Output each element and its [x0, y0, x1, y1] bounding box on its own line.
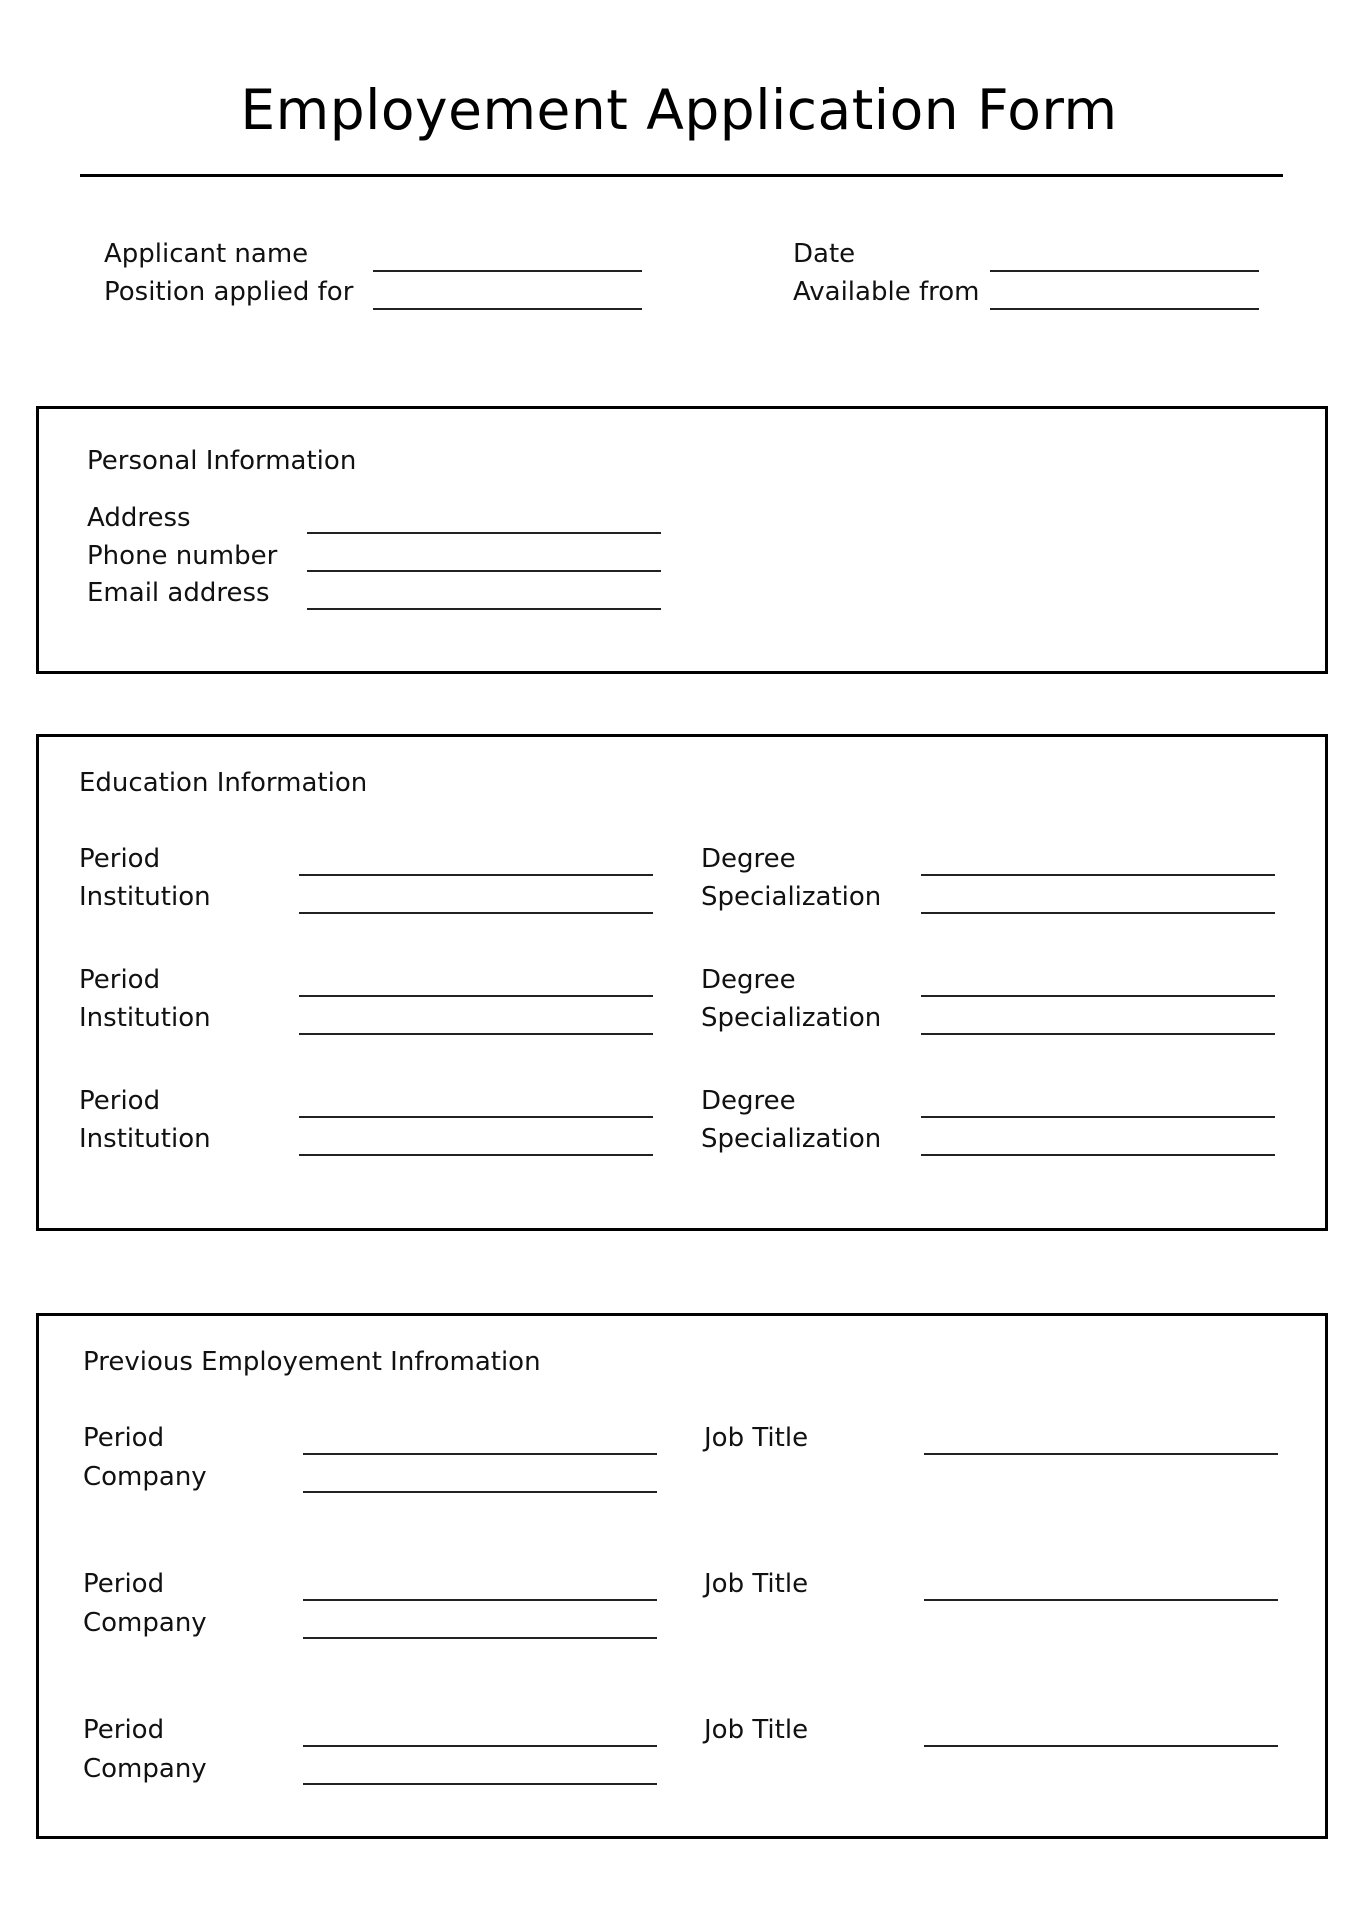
education-specialization-label: Specialization — [701, 1124, 882, 1154]
phone-label: Phone number — [87, 541, 278, 571]
email-label: Email address — [87, 578, 270, 608]
education-institution-label: Institution — [79, 1003, 211, 1033]
education-institution-label: Institution — [79, 882, 211, 912]
education-institution-field[interactable] — [299, 1154, 653, 1156]
education-specialization-field[interactable] — [921, 1033, 1275, 1035]
applicant-name-label: Applicant name — [104, 239, 309, 269]
employment-period-field[interactable] — [303, 1453, 657, 1455]
employment-period-field[interactable] — [303, 1599, 657, 1601]
employment-period-label: Period — [83, 1715, 165, 1745]
position-applied-label: Position applied for — [104, 277, 354, 307]
phone-field[interactable] — [307, 570, 661, 572]
education-specialization-field[interactable] — [921, 1154, 1275, 1156]
employment-period-label: Period — [83, 1423, 165, 1453]
education-degree-field[interactable] — [921, 1116, 1275, 1118]
employment-period-label: Period — [83, 1569, 165, 1599]
education-period-field[interactable] — [299, 874, 653, 876]
education-specialization-field[interactable] — [921, 912, 1275, 914]
education-period-label: Period — [79, 844, 161, 874]
title-divider — [80, 174, 1283, 177]
education-info-section — [36, 734, 1328, 1231]
education-specialization-label: Specialization — [701, 882, 882, 912]
education-institution-label: Institution — [79, 1124, 211, 1154]
employment-job-title-label: Job Title — [704, 1569, 809, 1599]
education-degree-label: Degree — [701, 1086, 796, 1116]
education-degree-label: Degree — [701, 844, 796, 874]
employment-job-title-label: Job Title — [704, 1423, 809, 1453]
employment-company-field[interactable] — [303, 1491, 657, 1493]
employment-company-label: Company — [83, 1754, 207, 1784]
employment-info-section — [36, 1313, 1328, 1839]
available-from-field[interactable] — [990, 308, 1259, 310]
address-label: Address — [87, 503, 191, 533]
employment-company-field[interactable] — [303, 1783, 657, 1785]
education-period-label: Period — [79, 1086, 161, 1116]
applicant-name-field[interactable] — [373, 270, 642, 272]
employment-company-field[interactable] — [303, 1637, 657, 1639]
education-degree-label: Degree — [701, 965, 796, 995]
education-institution-field[interactable] — [299, 1033, 653, 1035]
employment-company-label: Company — [83, 1462, 207, 1492]
position-applied-field[interactable] — [373, 308, 642, 310]
employment-info-title: Previous Employement Infromation — [83, 1347, 541, 1377]
education-institution-field[interactable] — [299, 912, 653, 914]
employment-period-field[interactable] — [303, 1745, 657, 1747]
education-period-field[interactable] — [299, 995, 653, 997]
education-info-title: Education Information — [79, 768, 368, 798]
employment-company-label: Company — [83, 1608, 207, 1638]
employment-job-title-field[interactable] — [924, 1599, 1278, 1601]
form-title: Employement Application Form — [240, 78, 1118, 142]
education-degree-field[interactable] — [921, 995, 1275, 997]
personal-info-title: Personal Information — [87, 446, 357, 476]
email-field[interactable] — [307, 608, 661, 610]
date-field[interactable] — [990, 270, 1259, 272]
employment-job-title-field[interactable] — [924, 1453, 1278, 1455]
education-degree-field[interactable] — [921, 874, 1275, 876]
education-period-label: Period — [79, 965, 161, 995]
address-field[interactable] — [307, 532, 661, 534]
date-label: Date — [793, 239, 856, 269]
available-from-label: Available from — [793, 277, 980, 307]
employment-job-title-label: Job Title — [704, 1715, 809, 1745]
employment-job-title-field[interactable] — [924, 1745, 1278, 1747]
education-period-field[interactable] — [299, 1116, 653, 1118]
education-specialization-label: Specialization — [701, 1003, 882, 1033]
